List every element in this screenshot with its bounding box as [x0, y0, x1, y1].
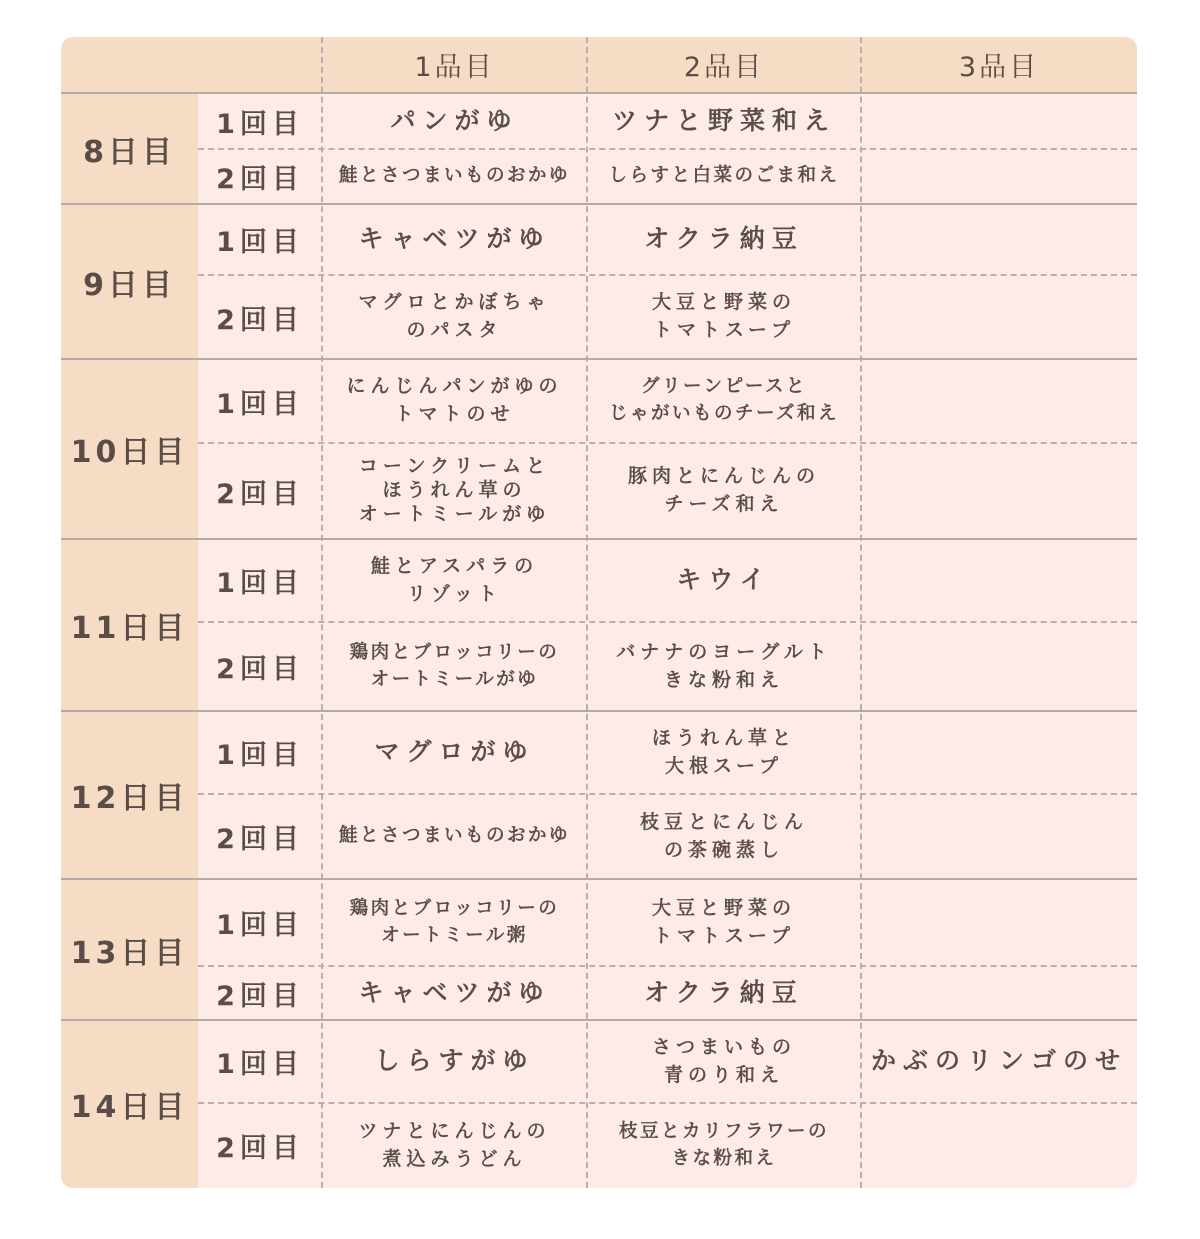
- dish-cell: マグロがゆ: [374, 737, 535, 767]
- dish-cell: キャベツがゆ: [358, 224, 551, 254]
- meal-label: 1回目: [216, 109, 304, 140]
- dish-cell: 大豆と野菜の トマトスープ: [651, 896, 796, 947]
- dish-cell: [861, 622, 1137, 711]
- dish-cell: にんじんパンがゆの トマトのせ: [346, 375, 563, 425]
- dish-cell: しらすと白菜のごま和え: [608, 165, 840, 187]
- meal-label: 1回目: [216, 227, 304, 258]
- meal-label: 2回目: [216, 980, 304, 1012]
- table-header: [61, 37, 1137, 94]
- dish-cell: [861, 204, 1137, 275]
- dish-cell: [861, 879, 1137, 966]
- dish-cell: しらすがゆ: [374, 1046, 535, 1076]
- day-label: 14日目: [70, 1090, 189, 1125]
- dish-cell: [861, 149, 1137, 204]
- dish-cell: 鮭とさつまいものおかゆ: [338, 825, 570, 847]
- dish-cell: [861, 94, 1137, 149]
- dish-cell: [861, 966, 1137, 1020]
- dish-cell: 枝豆とにんじん の茶碗蒸し: [639, 810, 808, 861]
- meal-label: 2回目: [216, 824, 304, 855]
- header-dish-3: 3品目: [958, 52, 1040, 83]
- dish-cell: キャベツがゆ: [358, 977, 551, 1007]
- dish-cell: さつまいもの 青のり和え: [651, 1035, 796, 1086]
- meal-label: 2回目: [216, 478, 304, 510]
- dish-cell: 枝豆とカリフラワーの きな粉和え: [618, 1120, 829, 1169]
- day-label: 8日目: [83, 135, 176, 170]
- header-dish-1: 1品目: [414, 52, 495, 83]
- dish-cell: 鶏肉とブロッコリーの オートミール粥: [349, 897, 560, 946]
- dish-cell: キウイ: [676, 565, 772, 595]
- dish-cell: [861, 794, 1137, 879]
- dish-cell: 鮭とさつまいものおかゆ: [338, 165, 570, 187]
- meal-label: 2回目: [216, 654, 304, 685]
- header-corner: [61, 37, 322, 92]
- dish-cell: オクラ納豆: [644, 224, 804, 254]
- dish-cell: [861, 1103, 1137, 1188]
- dish-cell: [861, 539, 1137, 622]
- day-label: 11日目: [70, 611, 189, 646]
- dish-cell: ツナと野菜和え: [611, 106, 836, 136]
- dish-cell: グリーンピースと じゃがいものチーズ和え: [608, 376, 840, 424]
- dish-cell: [861, 711, 1137, 794]
- dish-cell: ツナとにんじんの 煮込みうどん: [358, 1119, 551, 1170]
- meal-label: 1回目: [216, 1049, 304, 1080]
- meal-plan-table: [61, 37, 1137, 1188]
- dish-cell: [861, 443, 1137, 539]
- header-dish-2: 2品目: [683, 52, 765, 83]
- dish-cell: パンがゆ: [390, 106, 519, 136]
- dish-cell: ほうれん草と 大根スープ: [651, 726, 796, 777]
- meal-label: 1回目: [216, 910, 304, 941]
- dish-cell: コーンクリームと ほうれん草の オートミールがゆ: [358, 455, 551, 525]
- meal-label: 1回目: [216, 568, 304, 599]
- dish-cell: 豚肉とにんじんの チーズ和え: [627, 465, 820, 515]
- meal-label: 2回目: [216, 304, 304, 336]
- dish-cell: オクラ納豆: [644, 977, 804, 1007]
- dish-cell: マグロとかぼちゃ のパスタ: [358, 291, 551, 341]
- meal-label: 1回目: [216, 740, 304, 771]
- day-label: 13日目: [70, 935, 189, 971]
- dish-cell: バナナのヨーグルト きな粉和え: [616, 640, 832, 691]
- meal-label: 2回目: [216, 1133, 304, 1164]
- dish-cell: かぶのリンゴのせ: [870, 1046, 1127, 1076]
- day-label: 10日目: [70, 435, 189, 470]
- meal-label: 2回目: [216, 164, 304, 195]
- dish-cell: [861, 359, 1137, 443]
- dish-cell: 鮭とアスパラの リゾット: [370, 554, 539, 605]
- dish-cell: 大豆と野菜の トマトスープ: [651, 291, 796, 341]
- meal-label: 1回目: [216, 388, 304, 420]
- dish-cell: 鶏肉とブロッコリーの オートミールがゆ: [349, 641, 560, 690]
- day-label: 12日目: [70, 781, 189, 816]
- dish-cell: [861, 275, 1137, 359]
- day-label: 9日目: [83, 267, 176, 303]
